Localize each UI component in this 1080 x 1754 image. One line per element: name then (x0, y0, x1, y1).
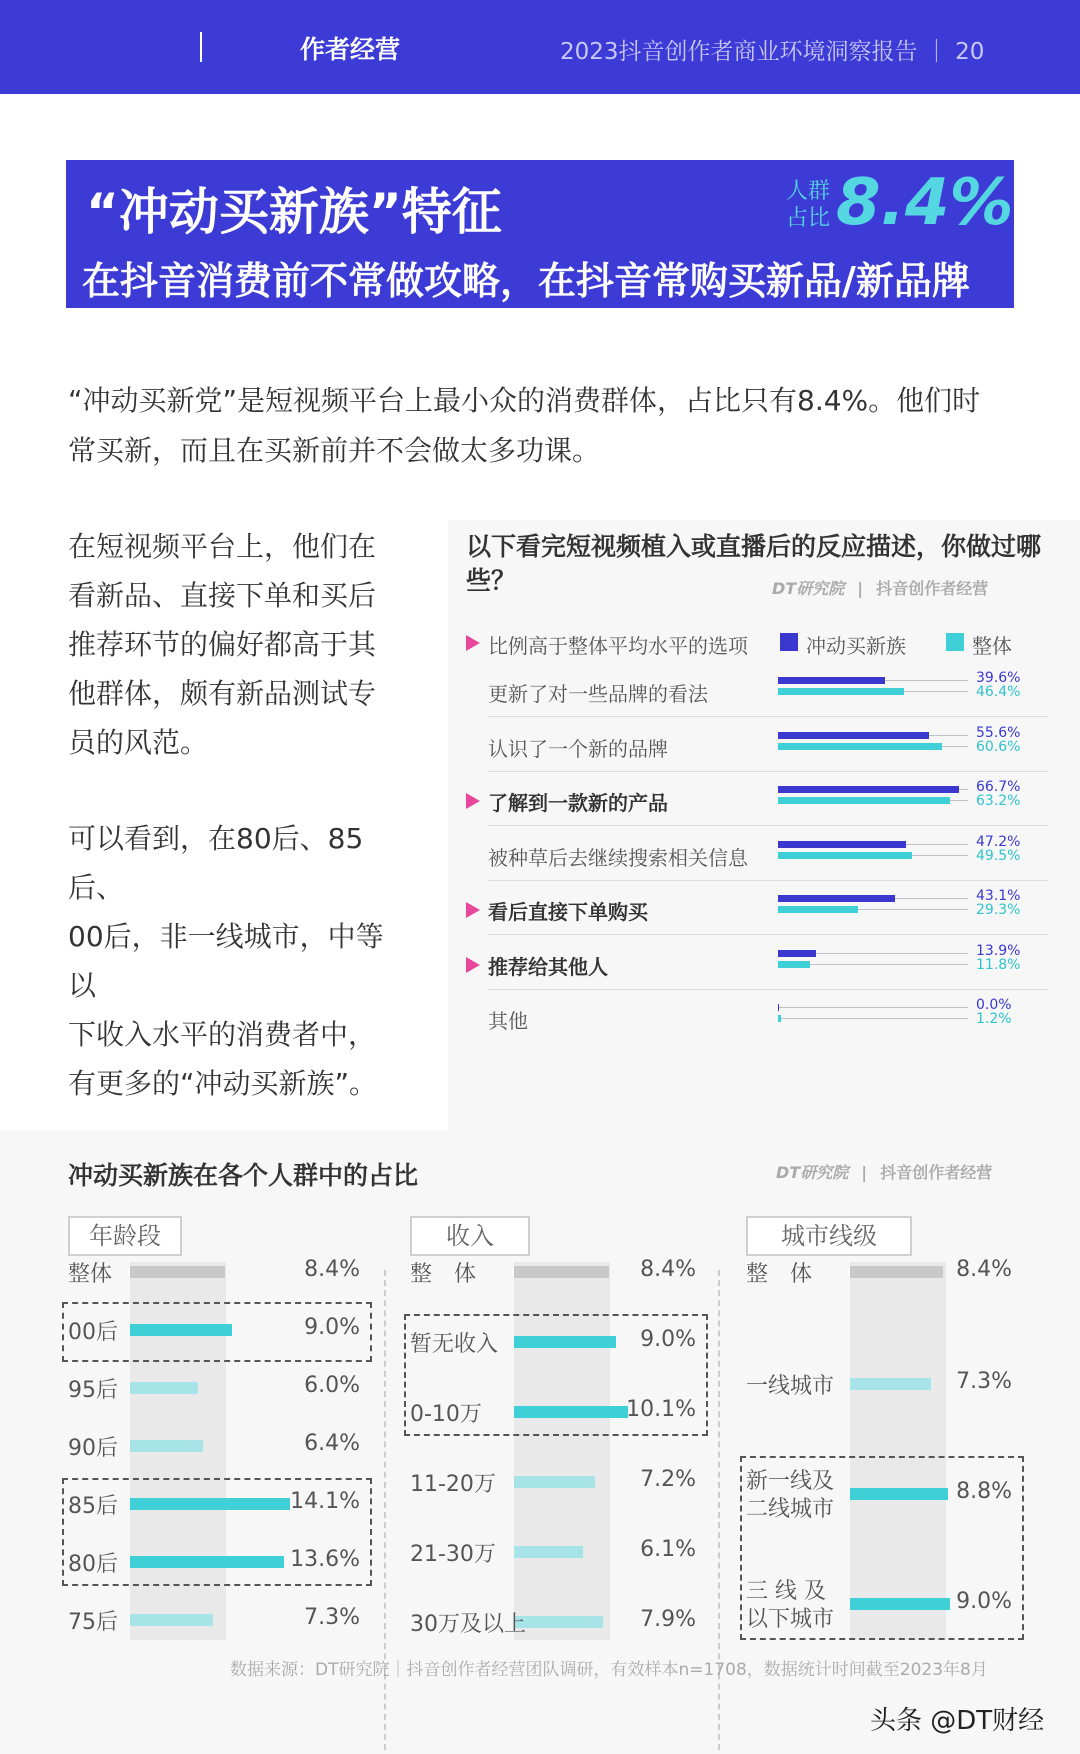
highlight-marker-icon (466, 957, 480, 973)
text-line: 他群体，颇有新品测试专 (68, 677, 377, 710)
legend-label-overall: 整体 (972, 634, 1012, 658)
segment-bar (130, 1382, 198, 1394)
category-label: 30万及以上 (410, 1612, 526, 1637)
value-label-overall: 63.2% (976, 793, 1021, 809)
bar-impulse-buyers (778, 841, 906, 848)
value-label-overall: 1.2% (976, 1011, 1012, 1027)
bar-overall (778, 688, 904, 695)
category-label: 被种草后去继续搜索相关信息 (488, 845, 748, 870)
value-label: 7.3% (956, 1369, 1012, 1394)
segment-bar (130, 1440, 203, 1452)
value-label: 7.2% (640, 1467, 696, 1492)
section-title: 作者经营 (300, 35, 401, 64)
highlight-marker-icon (466, 902, 480, 918)
value-label-overall: 11.8% (976, 956, 1021, 973)
category-label: 75后 (68, 1610, 118, 1635)
data-source: 数据来源：DT研究院｜抖音创作者经营团队调研，有效样本n=1708，数据统计时间截至2023年8月 (230, 1660, 988, 1680)
stat-label (780, 178, 830, 232)
segment-bar (850, 1378, 931, 1390)
dt-logo: DT研究院 (772, 579, 845, 598)
bar-impulse-buyers (778, 950, 816, 957)
category-label: 0-10万 (410, 1402, 482, 1427)
category-label: 了解到一款新的产品 (488, 791, 668, 815)
credit (776, 1160, 992, 1183)
category-label: 90后 (68, 1436, 118, 1461)
bar-impulse-buyers (778, 786, 959, 793)
douyin-logo: 抖音创作者经营 (880, 1163, 993, 1182)
chart-title: 冲动买新族在各个人群中的占比 (68, 1161, 419, 1190)
intro-line: “冲动买新党”是短视频平台上最小众的消费群体，占比只有8.4%。他们时 (68, 384, 981, 417)
segment-bar (130, 1324, 232, 1336)
text-line: 员的风范。 (68, 726, 209, 759)
segment-bar (130, 1498, 290, 1510)
group-label: 年龄段 (68, 1216, 182, 1256)
text-line: 在短视频平台上，他们在 (68, 530, 377, 563)
group-label: 城市线级 (746, 1216, 912, 1256)
category-label: 推荐给其他人 (488, 954, 608, 979)
text-line: 看新品、直接下单和买后 (68, 579, 377, 612)
bar-impulse-buyers (778, 732, 929, 739)
value-label: 7.9% (640, 1607, 696, 1632)
credit-separator: | (861, 1163, 868, 1182)
text-line: 推荐环节的偏好都高于其 (68, 628, 377, 661)
left-paragraph-2 (68, 814, 408, 1108)
value-label-impulse-buyers: 47.2% (976, 833, 1021, 850)
category-label: 认识了一个新的品牌 (488, 736, 668, 761)
bar-overall (778, 743, 942, 750)
bar-overall (778, 852, 912, 859)
stat-label-line-1: 人群 (785, 179, 830, 204)
value-label-impulse-buyers: 0.0% (976, 997, 1012, 1013)
text-line: 有更多的“冲动买新族”。 (68, 1067, 378, 1100)
value-label-impulse-buyers: 13.9% (976, 942, 1021, 959)
value-label-overall: 49.5% (976, 847, 1021, 864)
value-label: 8.4% (956, 1257, 1012, 1282)
banner-title: “冲动买新族”特征 (86, 183, 502, 241)
category-label: 更新了对一些品牌的看法 (488, 682, 708, 706)
category-label: 以下城市 (746, 1607, 835, 1632)
row-divider (488, 716, 1048, 717)
value-label: 13.6% (290, 1547, 360, 1572)
bar-overall (778, 797, 950, 804)
category-label: 整 体 (746, 1262, 813, 1287)
value-label-overall: 29.3% (976, 902, 1021, 918)
category-label: 其他 (488, 1009, 528, 1033)
category-label: 看后直接下单购买 (488, 900, 648, 924)
value-label-impulse-buyers: 55.6% (976, 724, 1021, 741)
category-label: 暂无收入 (410, 1332, 499, 1357)
bar-guide (778, 1007, 968, 1008)
category-label: 二线城市 (746, 1497, 835, 1522)
bar-overall (778, 961, 810, 968)
group-label: 收入 (410, 1216, 530, 1256)
row-divider (488, 771, 1048, 772)
segment-bar (514, 1476, 595, 1488)
text-line: 可以看到，在80后、85后、 (68, 822, 364, 904)
reaction-chart-panel (448, 520, 1080, 1130)
value-label: 6.0% (304, 1373, 360, 1398)
credit (772, 576, 988, 599)
bar-overall (778, 1015, 781, 1022)
value-label: 9.0% (956, 1589, 1012, 1614)
value-label: 8.4% (640, 1257, 696, 1282)
highlight-marker-icon (466, 793, 480, 809)
stat-value: 8.4% (836, 166, 1014, 240)
category-label: 11-20万 (410, 1472, 496, 1497)
row-divider (488, 825, 1048, 826)
intro-paragraph (68, 376, 1018, 476)
legend-swatch-overall (946, 633, 964, 651)
feature-banner (66, 160, 1014, 308)
watermark: 头条 @DT财经 (870, 1706, 1045, 1736)
segment-bar (130, 1614, 213, 1626)
category-label: 一线城市 (746, 1374, 835, 1399)
row-divider (488, 989, 1048, 990)
left-paragraph-1 (68, 522, 408, 767)
stat-label-line-2: 占比 (785, 206, 830, 231)
legend-note: 比例高于整体平均水平的选项 (488, 634, 748, 658)
legend-label-primary: 冲动买新族 (806, 634, 906, 658)
text-line: 下收入水平的消费者中， (68, 1018, 377, 1051)
category-label: 整体 (68, 1262, 113, 1287)
category-label: 00后 (68, 1320, 118, 1345)
category-label: 80后 (68, 1552, 118, 1577)
segment-bar (130, 1266, 225, 1278)
text-line: 00后，非一线城市，中等以 (68, 920, 384, 1002)
credit-separator: | (857, 579, 864, 598)
category-label: 三 线 及 (746, 1579, 826, 1604)
value-label-impulse-buyers: 39.6% (976, 670, 1021, 686)
report-title: 2023抖音创作者商业环境洞察报告 ｜ 20 (560, 39, 985, 65)
douyin-logo: 抖音创作者经营 (876, 579, 989, 598)
category-label: 整 体 (410, 1262, 477, 1287)
highlight-marker-icon (466, 635, 480, 651)
row-divider (488, 934, 1048, 935)
category-label: 21-30万 (410, 1542, 496, 1567)
value-label: 8.4% (304, 1257, 360, 1282)
value-label: 7.3% (304, 1605, 360, 1630)
category-label: 新一线及 (746, 1469, 835, 1494)
value-label-overall: 60.6% (976, 738, 1021, 755)
banner-subtitle: 在抖音消费前不常做攻略，在抖音常购买新品/新品牌 (82, 259, 970, 303)
value-label: 6.4% (304, 1431, 360, 1456)
value-label-impulse-buyers: 66.7% (976, 779, 1021, 795)
top-bar (0, 0, 1080, 94)
segment-bar (514, 1616, 603, 1628)
dt-logo: DT研究院 (776, 1163, 849, 1182)
category-label: 95后 (68, 1378, 118, 1403)
segment-bar (130, 1556, 284, 1568)
header-divider (200, 32, 202, 62)
bar-impulse-buyers (778, 677, 885, 684)
bar-impulse-buyers (778, 895, 895, 902)
value-label: 8.8% (956, 1479, 1012, 1504)
value-label: 9.0% (640, 1327, 696, 1352)
segment-bar (514, 1546, 583, 1558)
bar-overall (778, 906, 858, 913)
value-label: 10.1% (626, 1397, 696, 1422)
value-label-overall: 46.4% (976, 684, 1021, 700)
row-divider (488, 880, 1048, 881)
value-label: 6.1% (640, 1537, 696, 1562)
intro-line: 常买新，而且在买新前并不会做太多功课。 (68, 434, 601, 467)
legend-swatch-primary (780, 633, 798, 651)
bar-impulse-buyers (778, 1004, 779, 1011)
chart-title: 以下看完短视频植入或直播后的反应描述，你做过哪些？ (466, 532, 1042, 595)
category-label: 85后 (68, 1494, 118, 1519)
bar-guide (778, 1018, 968, 1019)
segment-bar (514, 1266, 609, 1278)
value-label: 14.1% (290, 1489, 360, 1514)
segment-bar (514, 1336, 616, 1348)
value-label: 9.0% (304, 1315, 360, 1340)
value-label-impulse-buyers: 43.1% (976, 888, 1021, 904)
